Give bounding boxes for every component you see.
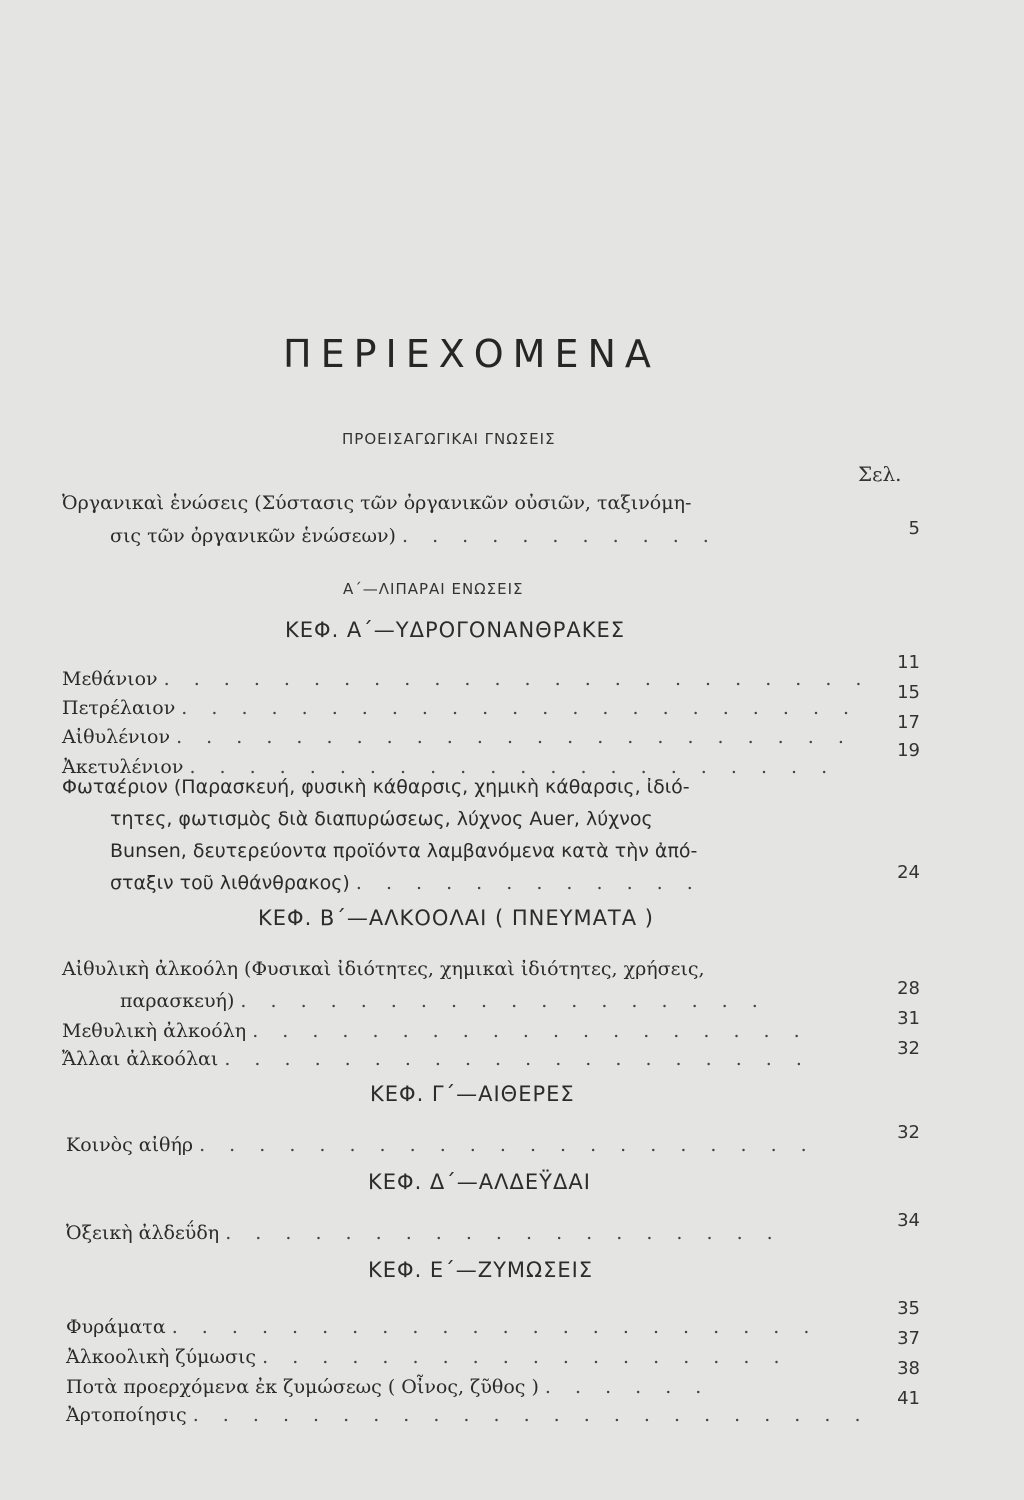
entry-text: Μεθυλικὴ ἀλκοόλη bbox=[62, 1020, 247, 1042]
intro-entry-line-1: Ὀργανικαὶ ἑνώσεις (Σύστασις τῶν ὀργανικῶν οὐσιῶν, ταξινόμη- bbox=[62, 492, 692, 514]
chapter-heading: ΚΕΦ. Β΄—ΑΛΚΟΟΛΑΙ ( ΠΝΕΥΜΑΤΑ ) bbox=[258, 906, 654, 930]
page-number: 32 bbox=[897, 1122, 920, 1143]
leader-dots: . . . . . . bbox=[544, 1376, 711, 1398]
page-number: 5 bbox=[908, 518, 920, 539]
leader-dots: . . . . . . . . . . . . . . . . . . . . . . bbox=[171, 1316, 819, 1338]
leader-dots: . . . . . . . . . . . . . . . . . . bbox=[262, 1346, 789, 1368]
toc-entry bbox=[62, 1020, 809, 1042]
entry-text: Ἀλκοολικὴ ζύμωσις bbox=[66, 1346, 257, 1368]
toc-entry bbox=[62, 1048, 811, 1070]
intro-entry-line-2 bbox=[110, 525, 718, 547]
chapter-heading: ΚΕΦ. Α΄—ΥΔΡΟΓΟΝΑΝΘΡΑΚΕΣ bbox=[285, 618, 626, 642]
toc-entry-line: Αἰθυλικὴ ἀλκοόλη (Φυσικαὶ ἰδιότητες, χημικαὶ ἰδιότητες, χρήσεις, bbox=[62, 958, 705, 980]
entry-text: Ὀξεικὴ ἀλδεΰδη bbox=[66, 1222, 220, 1244]
entry-text: σταξιν τοῦ λιθάνθρακος) bbox=[110, 872, 350, 894]
chapter-heading: ΚΕΦ. Γ΄—ΑΙΘΕΡΕΣ bbox=[370, 1082, 575, 1106]
page-title: ΠΕΡΙΕΧΟΜΕΝΑ bbox=[283, 332, 660, 376]
page-number: 34 bbox=[897, 1210, 920, 1231]
toc-entry-line: τητες, φωτισμὸς διὰ διαπυρώσεως, λύχνος Auer, λύχνος bbox=[110, 808, 653, 830]
page-number: 37 bbox=[897, 1328, 920, 1349]
leader-dots: . . . . . . . . . . . . . . . . . . . . . . . bbox=[176, 726, 853, 748]
page-number: 41 bbox=[897, 1388, 920, 1409]
entry-text: Ἀκετυλένιον bbox=[62, 756, 184, 778]
entry-text: Πετρέλαιον bbox=[62, 697, 176, 719]
toc-entry-line: Bunsen, δευτερεύοντα προϊόντα λαμβανόμενα κατὰ τὴν ἀπό- bbox=[110, 840, 698, 862]
leader-dots: . . . . . . . . . . . . . . . . . . . . . . . . bbox=[163, 668, 871, 690]
toc-entry bbox=[66, 1404, 870, 1426]
toc-entry-line bbox=[110, 872, 702, 894]
page-number: 11 bbox=[897, 652, 920, 673]
entry-text: Ἀρτοποίησις bbox=[66, 1404, 187, 1426]
leader-dots: . . . . . . . . . . . . . . . . . . . . . . . bbox=[181, 697, 859, 719]
part-heading: Α΄—ΛΙΠΑΡΑΙ ΕΝΩΣΕΙΣ bbox=[343, 580, 524, 598]
entry-text: Αἰθυλένιον bbox=[62, 726, 171, 748]
toc-entry bbox=[62, 697, 858, 719]
page-column-label: Σελ. bbox=[858, 462, 902, 486]
leader-dots: . . . . . . . . . . . . . . . . . . . bbox=[225, 1222, 782, 1244]
page-number: 32 bbox=[897, 1038, 920, 1059]
entry-text: Μεθάνιον bbox=[62, 668, 158, 690]
toc-entry bbox=[66, 1134, 816, 1156]
leader-dots: . . . . . . . . . . . bbox=[402, 525, 718, 547]
entry-text: Φυράματα bbox=[66, 1316, 166, 1338]
toc-entry bbox=[62, 756, 836, 778]
page-number: 28 bbox=[897, 978, 920, 999]
entry-text: Ἄλλαι ἀλκοόλαι bbox=[62, 1048, 219, 1070]
leader-dots: . . . . . . . . . . . . . . . . . . . bbox=[252, 1020, 809, 1042]
page-number: 38 bbox=[897, 1358, 920, 1379]
leader-dots: . . . . . . . . . . . . . . . . . . . . . bbox=[199, 1134, 816, 1156]
leader-dots: . . . . . . . . . . . . bbox=[355, 872, 702, 894]
toc-entry bbox=[62, 668, 870, 690]
leader-dots: . . . . . . . . . . . . . . . . . . bbox=[240, 990, 767, 1012]
chapter-heading: ΚΕΦ. Δ΄—ΑΛΔΕΫΔΑΙ bbox=[368, 1170, 591, 1194]
toc-entry bbox=[66, 1346, 789, 1368]
entry-text: σις τῶν ὀργανικῶν ἑνώσεων) bbox=[110, 525, 396, 547]
intro-heading: ΠΡΟΕΙΣΑΓΩΓΙΚΑΙ ΓΝΩΣΕΙΣ bbox=[342, 430, 556, 448]
leader-dots: . . . . . . . . . . . . . . . . . . . . . . bbox=[189, 756, 837, 778]
page-number: 35 bbox=[897, 1298, 920, 1319]
page-number: 19 bbox=[897, 740, 920, 761]
toc-entry bbox=[66, 1376, 710, 1398]
entry-text: Ποτὰ προερχόμενα ἐκ ζυμώσεως ( Οἶνος, ζῦθος ) bbox=[66, 1376, 539, 1398]
page-number: 31 bbox=[897, 1008, 920, 1029]
leader-dots: . . . . . . . . . . . . . . . . . . . . bbox=[224, 1048, 811, 1070]
leader-dots: . . . . . . . . . . . . . . . . . . . . . . . bbox=[192, 1404, 870, 1426]
toc-entry bbox=[62, 726, 853, 748]
entry-text: Κοινὸς αἰθήρ bbox=[66, 1134, 194, 1156]
page-number: 15 bbox=[897, 682, 920, 703]
toc-entry bbox=[66, 1316, 818, 1338]
entry-text: παρασκευή) bbox=[120, 990, 235, 1012]
toc-entry-line: Φωταέριον (Παρασκευή, φυσικὴ κάθαρσις, χημικὴ κάθαρσις, ἰδιό- bbox=[62, 776, 690, 798]
page-number: 17 bbox=[897, 712, 920, 733]
toc-entry-line bbox=[120, 990, 767, 1012]
page-number: 24 bbox=[897, 862, 920, 883]
chapter-heading: ΚΕΦ. Ε΄—ΖΥΜΩΣΕΙΣ bbox=[368, 1258, 594, 1282]
toc-entry bbox=[66, 1222, 782, 1244]
